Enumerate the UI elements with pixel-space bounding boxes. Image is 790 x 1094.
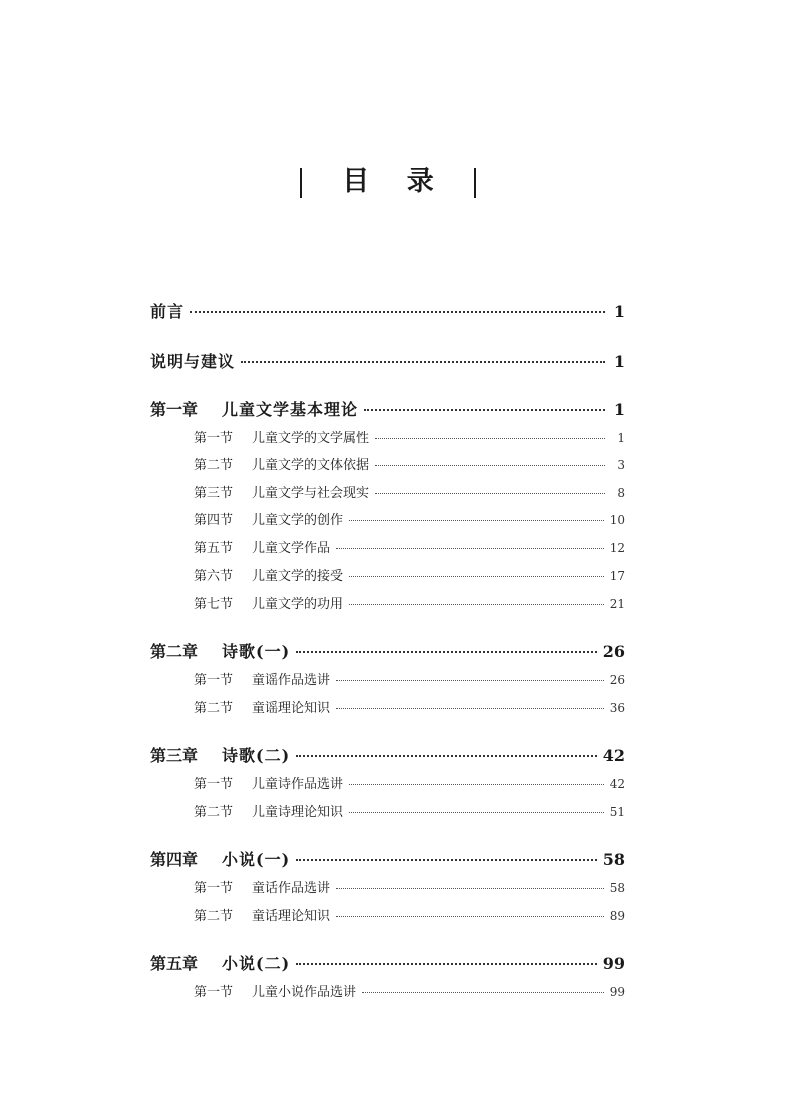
chapter-page: 42 <box>602 746 625 765</box>
section-number: 第一节 <box>194 881 234 896</box>
section-page: 1 <box>617 431 625 445</box>
toc-section[interactable] <box>150 982 625 1002</box>
dot-leader <box>296 859 597 861</box>
section-title: 儿童文学的接受 <box>252 569 344 584</box>
dot-leader <box>375 465 605 466</box>
section-page: 10 <box>609 513 625 527</box>
dot-leader <box>296 755 597 757</box>
section-title: 童谣理论知识 <box>252 701 331 716</box>
toc-chapter-3[interactable] <box>150 744 625 768</box>
toc-section[interactable] <box>150 670 625 690</box>
toc-section[interactable] <box>150 878 625 898</box>
section-title: 童话作品选讲 <box>252 881 331 896</box>
entry-page: 1 <box>613 302 625 321</box>
dot-leader <box>349 576 604 577</box>
toc-section[interactable] <box>150 698 625 718</box>
chapter-number: 第四章 <box>150 850 199 869</box>
toc-section[interactable] <box>150 802 625 822</box>
toc-section[interactable] <box>150 483 625 503</box>
section-page: 12 <box>609 541 625 555</box>
section-number: 第一节 <box>194 431 234 446</box>
section-title: 儿童小说作品选讲 <box>252 985 357 1000</box>
toc-section[interactable] <box>150 510 625 530</box>
section-page: 8 <box>617 486 625 500</box>
toc-chapter-2[interactable] <box>150 640 625 664</box>
toc-section[interactable] <box>150 455 625 475</box>
chapter-number: 第三章 <box>150 746 199 765</box>
dot-leader <box>336 680 604 681</box>
toc-section[interactable] <box>150 594 625 614</box>
section-title: 童谣作品选讲 <box>252 673 331 688</box>
section-page: 3 <box>617 458 625 472</box>
section-title: 儿童诗作品选讲 <box>252 777 344 792</box>
section-title: 儿童文学作品 <box>252 541 331 556</box>
section-number: 第二节 <box>194 909 234 924</box>
section-title: 儿童文学的文体依据 <box>252 458 370 473</box>
chapter-title: 诗歌(一) <box>222 642 291 661</box>
toc-entry-notes[interactable] <box>150 350 625 374</box>
chapter-page: 26 <box>602 642 625 661</box>
section-page: 26 <box>609 673 625 687</box>
dot-leader <box>296 963 597 965</box>
entry-label: 前言 <box>150 302 185 321</box>
dot-leader <box>349 784 604 785</box>
section-number: 第五节 <box>194 541 234 556</box>
entry-page: 1 <box>613 352 625 371</box>
toc-entry-preface[interactable] <box>150 300 625 324</box>
section-title: 童话理论知识 <box>252 909 331 924</box>
section-page: 36 <box>609 701 625 715</box>
chapter-title: 诗歌(二) <box>222 746 291 765</box>
dot-leader <box>336 708 604 709</box>
chapter-number: 第五章 <box>150 954 199 973</box>
chapter-title: 小说(一) <box>222 850 291 869</box>
section-title: 儿童文学与社会现实 <box>252 486 370 501</box>
dot-leader <box>362 992 604 993</box>
chapter-title: 小说(二) <box>222 954 291 973</box>
dot-leader <box>190 311 605 313</box>
section-page: 21 <box>609 597 625 611</box>
dot-leader <box>375 493 605 494</box>
section-title: 儿童诗理论知识 <box>252 805 344 820</box>
toc-section[interactable] <box>150 538 625 558</box>
section-page: 17 <box>609 569 625 583</box>
section-title: 儿童文学的功用 <box>252 597 344 612</box>
dot-leader <box>349 604 604 605</box>
toc-section[interactable] <box>150 566 625 586</box>
chapter-page: 58 <box>602 850 625 869</box>
section-number: 第一节 <box>194 985 234 1000</box>
toc-section[interactable] <box>150 774 625 794</box>
entry-label: 说明与建议 <box>150 352 236 371</box>
section-number: 第二节 <box>194 701 234 716</box>
dot-leader <box>375 438 605 439</box>
toc-title-block <box>0 164 790 200</box>
toc-chapter-4[interactable] <box>150 848 625 872</box>
toc-chapter-1[interactable] <box>150 398 625 422</box>
chapter-number: 第二章 <box>150 642 199 661</box>
section-number: 第一节 <box>194 777 234 792</box>
section-page: 58 <box>609 881 625 895</box>
section-number: 第六节 <box>194 569 234 584</box>
section-number: 第一节 <box>194 673 234 688</box>
chapter-number: 第一章 <box>150 400 199 419</box>
dot-leader <box>241 361 605 363</box>
toc-section[interactable] <box>150 906 625 926</box>
dot-leader <box>336 548 604 549</box>
dot-leader <box>336 916 604 917</box>
dot-leader <box>296 651 597 653</box>
dot-leader <box>336 888 604 889</box>
section-number: 第四节 <box>194 513 234 528</box>
section-title: 儿童文学的创作 <box>252 513 344 528</box>
section-page: 89 <box>609 909 625 923</box>
toc-chapter-5[interactable] <box>150 952 625 976</box>
section-number: 第二节 <box>194 458 234 473</box>
section-page: 51 <box>609 805 625 819</box>
chapter-page: 1 <box>613 400 625 419</box>
dot-leader <box>349 812 604 813</box>
section-number: 第七节 <box>194 597 234 612</box>
section-page: 42 <box>609 777 625 791</box>
section-number: 第二节 <box>194 805 234 820</box>
title-right-rule <box>474 168 476 198</box>
section-page: 99 <box>609 985 625 999</box>
dot-leader <box>364 409 605 411</box>
page-title: 目 录 <box>342 166 448 197</box>
section-title: 儿童文学的文学属性 <box>252 431 370 446</box>
chapter-title: 儿童文学基本理论 <box>222 400 359 419</box>
dot-leader <box>349 520 604 521</box>
section-number: 第三节 <box>194 486 234 501</box>
toc-section[interactable] <box>150 428 625 448</box>
chapter-page: 99 <box>602 954 625 973</box>
